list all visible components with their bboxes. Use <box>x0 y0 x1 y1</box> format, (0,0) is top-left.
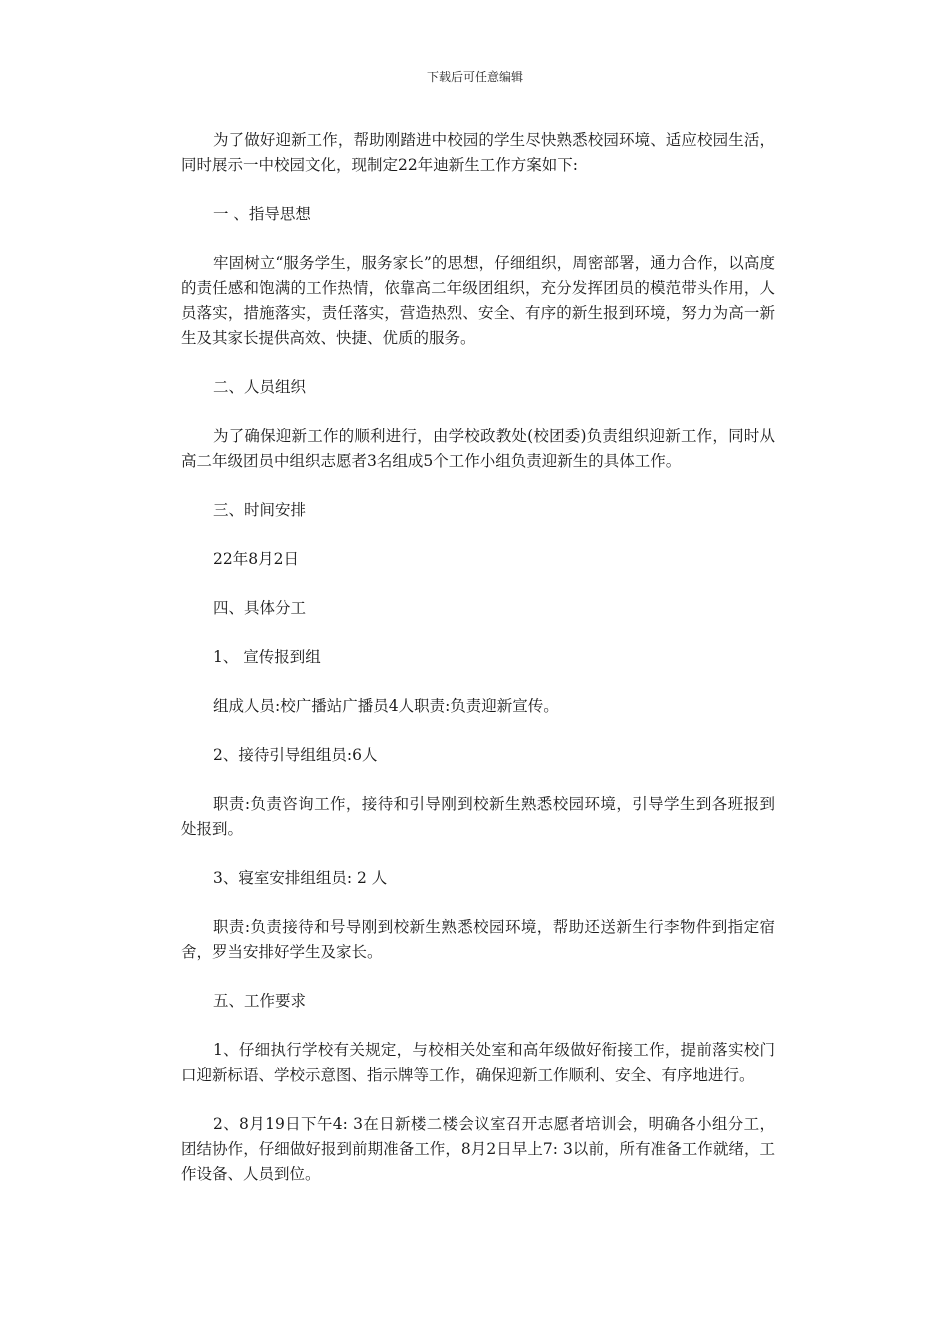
subheading-reception-group: 2、接待引导组组员:6人 <box>213 746 378 764</box>
paragraph-requirement-1: 1、仔细执行学校有关规定，与校相关处室和高年级做好衔接工作，提前落实校门口迎新标语、学校示意图、指示牌等工作，确保迎新工作顺利、安全、有序地进行。 <box>181 1041 775 1084</box>
paragraph-personnel: 为了确保迎新工作的顺利进行，由学校政教处(校团委)负责组织迎新工作，同时从高二年级团员中组织志愿者3名组成5个工作小组负责迎新生的具体工作。 <box>181 427 775 470</box>
document-body <box>181 128 775 1211</box>
paragraph-schedule-date: 22年8月2日 <box>213 550 299 568</box>
paragraph-reception-duties: 职责:负责咨询工作，接待和引导刚到校新生熟悉校园环境，引导学生到各班报到处报到。 <box>181 795 775 838</box>
section-heading-guiding-thought: 一 、指导思想 <box>213 205 311 223</box>
paragraph-publicity-group: 组成人员:校广播站广播员4人职责:负责迎新宣传。 <box>213 697 559 715</box>
subheading-dormitory-group: 3、寝室安排组组员: 2 人 <box>213 869 388 887</box>
section-heading-requirements: 五、工作要求 <box>213 992 307 1010</box>
subheading-publicity-group: 1、 宣传报到组 <box>213 648 321 666</box>
paragraph-requirement-2: 2、8月19日下午4: 3在日新楼二楼会议室召开志愿者培训会，明确各小组分工，团结协作，仔细做好报到前期准备工作，8月2日早上7: 3以前，所有准备工作就绪，工作设备、人员到位。 <box>181 1115 775 1183</box>
section-heading-personnel: 二、人员组织 <box>213 378 307 396</box>
paragraph-dormitory-duties: 职责:负责接待和号导刚到校新生熟悉校园环境，帮助还送新生行李物件到指定宿舍，罗当安排好学生及家长。 <box>181 918 775 961</box>
paragraph-intro: 为了做好迎新工作，帮助刚踏进中校园的学生尽快熟悉校园环境、适应校园生活，同时展示一中校园文化，现制定22年迪新生工作方案如下: <box>181 131 775 174</box>
section-heading-division: 四、具体分工 <box>213 599 307 617</box>
section-heading-schedule: 三、时间安排 <box>213 501 307 519</box>
paragraph-guiding-thought: 牢固树立“服务学生，服务家长”的思想，仔细组织，周密部署，通力合作，以高度的责任感和饱满的工作热情，依靠高二年级团组织，充分发挥团员的模范带头作用，人员落实，措施落实，责任落实，营造热烈、安全、有序的新生报到环境，努力为高一新生及其家长提供高效、快捷、优质的服务。 <box>181 254 775 347</box>
page-header-watermark: 下载后可任意编辑 <box>426 70 523 84</box>
